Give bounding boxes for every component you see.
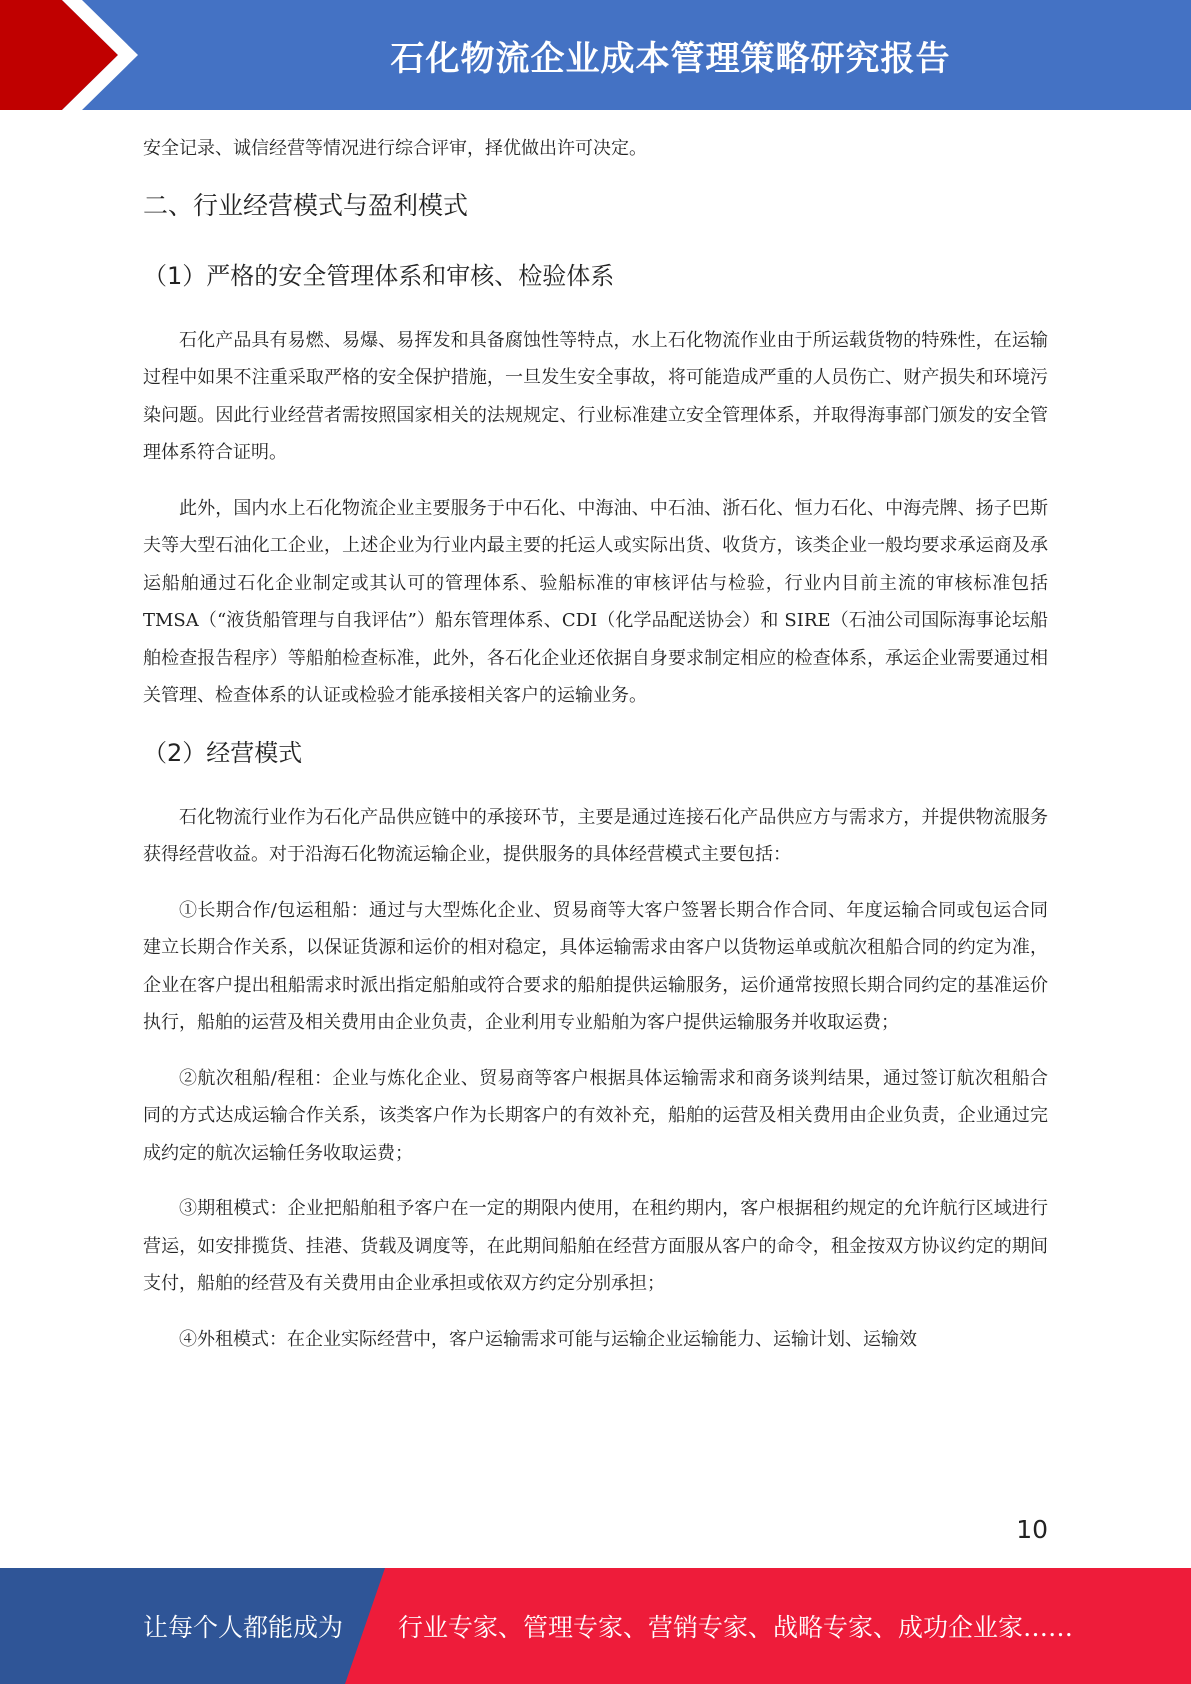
paragraph-audit-standards: 此外，国内水上石化物流企业主要服务于中石化、中海油、中石油、浙石化、恒力石化、中海壳牌、扬子巴斯夫等大型石油化工企业，上述企业为行业内最主要的托运人或实际出货、收货方，该类企业一般均要求承运商及承运船舶通过石化企业制定或其认可的管理体系、验船标准的审核评估与检验，行业内目前主流的审核标准包括 TMSA（“液货船管理与自我评估”）船东管理体系、CDI（化学品配送协会）和 SIRE（石油公司国际海事论坛船舶检查报告程序）等船舶检查标准，此外，各石化企业还依据自身要求制定相应的检查体系，承运企业需要通过相关管理、检查体系的认证或检验才能承接相关客户的运输业务。 [143,497,1048,706]
footer-slogan-right: 行业专家、管理专家、营销专家、战略专家、成功企业家…… [398,1613,1074,1642]
report-title: 石化物流企业成本管理策略研究报告 [390,38,951,79]
paragraph-time-charter: ③期租模式：企业把船舶租予客户在一定的期限内使用，在租约期内，客户根据租约规定的允许航行区域进行营运，如安排揽货、挂港、货载及调度等，在此期间船舶在经营方面服从客户的命令，租金按双方协议约定的期间支付，船舶的经营及有关费用由企业承担或依双方约定分别承担； [143,1198,1048,1294]
paragraph-business-model: 石化物流行业作为石化产品供应链中的承接环节，主要是通过连接石化产品供应方与需求方，并提供物流服务获得经营收益。对于沿海石化物流运输企业，提供服务的具体经营模式主要包括： [143,806,1048,865]
section-heading: 二、行业经营模式与盈利模式 [143,190,469,220]
page-header [0,0,1191,110]
paragraph-continuation: 安全记录、诚信经营等情况进行综合评审，择优做出许可决定。 [143,138,647,159]
page-footer [0,1568,1191,1684]
paragraph-safety: 石化产品具有易燃、易爆、易挥发和具备腐蚀性等特点，水上石化物流作业由于所运载货物的特殊性，在运输过程中如果不注重采取严格的安全保护措施，一旦发生安全事故，将可能造成严重的人员伤亡、财产损失和环境污染问题。因此行业经营者需按照国家相关的法规规定、行业标准建立安全管理体系，并取得海事部门颁发的安全管理体系符合证明。 [143,329,1048,463]
paragraph-voyage-charter: ②航次租船/程租：企业与炼化企业、贸易商等客户根据具体运输需求和商务谈判结果，通过签订航次租船合同的方式达成运输合作关系，该类客户作为长期客户的有效补充，船舶的运营及相关费用由企业负责，企业通过完成约定的航次运输任务收取运费； [143,1067,1048,1164]
paragraph-long-term-charter: ①长期合作/包运租船：通过与大型炼化企业、贸易商等大客户签署长期合作合同、年度运输合同或包运合同建立长期合作关系，以保证货源和运价的相对稳定，具体运输需求由客户以货物运单或航次租船合同的约定为准，企业在客户提出租船需求时派出指定船舶或符合要求的船舶提供运输服务，运价通常按照长期合同约定的基准运价执行，船舶的运营及相关费用由企业负责，企业利用专业船舶为客户提供运输服务并收取运费； [143,899,1048,1033]
subsection-heading-1: （1）严格的安全管理体系和审核、检验体系 [143,261,615,290]
header-red-arrow-decoration [0,0,148,110]
paragraph-sublease: ④外租模式：在企业实际经营中，客户运输需求可能与运输企业运输能力、运输计划、运输效 [179,1328,917,1350]
page-number: 10 [1016,1515,1048,1544]
document-body [143,130,1048,1358]
footer-slogan-left: 让每个人都能成为 [143,1613,344,1642]
subsection-heading-2: （2）经营模式 [143,738,303,767]
